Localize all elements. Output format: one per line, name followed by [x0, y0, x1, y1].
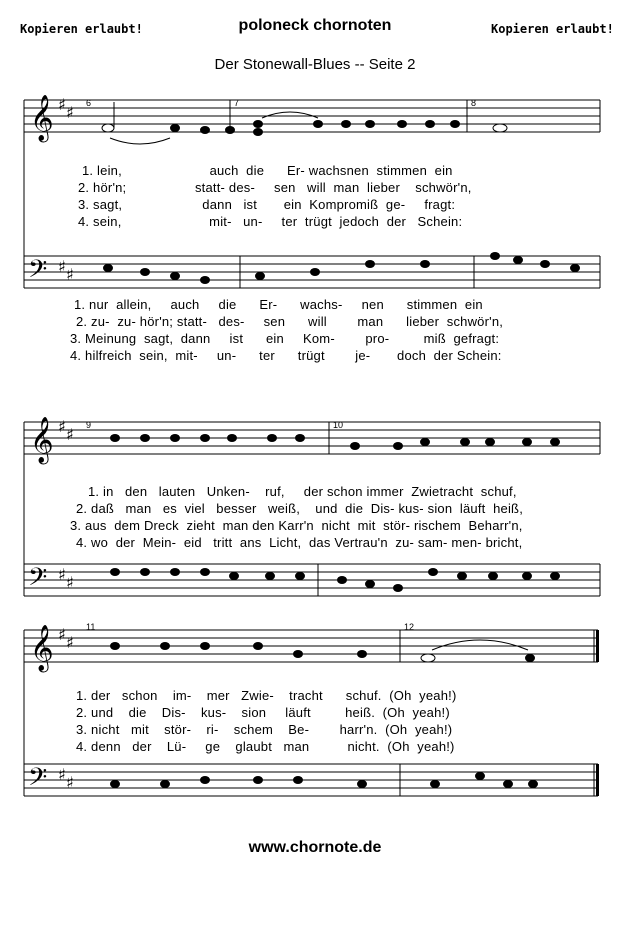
lyric-line: 3. Meinung sagt, dann ist ein Kom- pro- miß gefragt: — [70, 331, 500, 346]
lyric-line: 3. nicht mit stör- ri- schem Be- harr'n. (Oh yeah!) — [76, 722, 453, 737]
svg-text:♯: ♯ — [58, 625, 66, 644]
lyric-line: 1. in den lauten Unken- ruf, der schon immer Zwietracht schuf, — [88, 484, 517, 499]
page-header-title: poloneck chornoten — [238, 17, 392, 34]
lyric-line: 3. aus dem Dreck zieht man den Karr'n nicht mit stör- rischem Beharr'n, — [70, 518, 523, 533]
measure-number-9: 9 — [86, 420, 92, 430]
measure-number-10: 10 — [333, 420, 344, 430]
footer-url: www.chornote.de — [248, 839, 382, 856]
lyric-line: 4. denn der Lü- ge glaubt man nicht. (Oh yeah!) — [76, 739, 455, 754]
measure-number-11: 11 — [86, 622, 96, 632]
svg-text:♯: ♯ — [58, 565, 66, 584]
svg-text:𝄞: 𝄞 — [30, 417, 54, 463]
copy-note-left: Kopieren erlaubt! — [20, 22, 143, 36]
svg-text:♯: ♯ — [66, 103, 74, 122]
svg-text:♯: ♯ — [58, 417, 66, 436]
lyric-line: 2. zu- zu- hör'n; statt- des- sen will man lieber schwör'n, — [76, 314, 504, 329]
measure-number-12: 12 — [404, 622, 415, 632]
measure-number-8: 8 — [471, 98, 477, 108]
svg-text:♯: ♯ — [58, 765, 66, 784]
svg-text:♯: ♯ — [58, 95, 66, 114]
lyric-line: 2. hör'n; statt- des- sen will man lieber schwör'n, — [78, 180, 472, 195]
measure-number-7: 7 — [234, 98, 240, 108]
song-subtitle: Der Stonewall-Blues -- Seite 2 — [214, 56, 416, 73]
system-3-lower-staff — [24, 763, 599, 798]
svg-text:𝄞: 𝄞 — [30, 625, 54, 671]
svg-text:♯: ♯ — [66, 425, 74, 444]
svg-text:♯: ♯ — [66, 773, 74, 792]
lyric-line: 4. wo der Mein- eid tritt ans Licht, das Vertrau'n zu- sam- men- bricht, — [76, 535, 523, 550]
lyric-line: 4. hilfreich sein, mit- un- ter trügt je- doch der Schein: — [70, 348, 502, 363]
lyric-line: 1. der schon im- mer Zwie- tracht schuf. (Oh yeah!) — [76, 688, 457, 703]
lyric-line: 1. lein, auch die Er- wachsnen stimmen ein — [82, 163, 453, 178]
lyric-line: 4. sein, mit- un- ter trügt jedoch der Schein: — [78, 214, 463, 229]
svg-text:𝄢: 𝄢 — [28, 763, 48, 798]
svg-text:♯: ♯ — [66, 265, 74, 284]
svg-text:♯: ♯ — [66, 573, 74, 592]
svg-text:𝄢: 𝄢 — [28, 563, 48, 598]
measure-number-6: 6 — [86, 98, 92, 108]
treble-clef-icon: 𝄞 — [30, 95, 54, 141]
copy-note-right: Kopieren erlaubt! — [491, 22, 614, 36]
system-2-lower-staff — [24, 563, 600, 598]
lyric-line: 2. daß man es viel besser weiß, und die Dis- kus- sion läuft heiß, — [76, 501, 524, 516]
bass-clef-icon: 𝄢 — [28, 255, 48, 290]
lyric-line: 1. nur allein, auch die Er- wachs- nen stimmen ein — [74, 297, 483, 312]
svg-text:♯: ♯ — [58, 257, 66, 276]
lyric-line: 2. und die Dis- kus- sion läuft heiß. (Oh yeah!) — [76, 705, 450, 720]
system-1-lower-staff — [24, 252, 600, 290]
lyric-line: 3. sagt, dann ist ein Kompromiß ge- fragt: — [78, 197, 456, 212]
svg-text:♯: ♯ — [66, 633, 74, 652]
